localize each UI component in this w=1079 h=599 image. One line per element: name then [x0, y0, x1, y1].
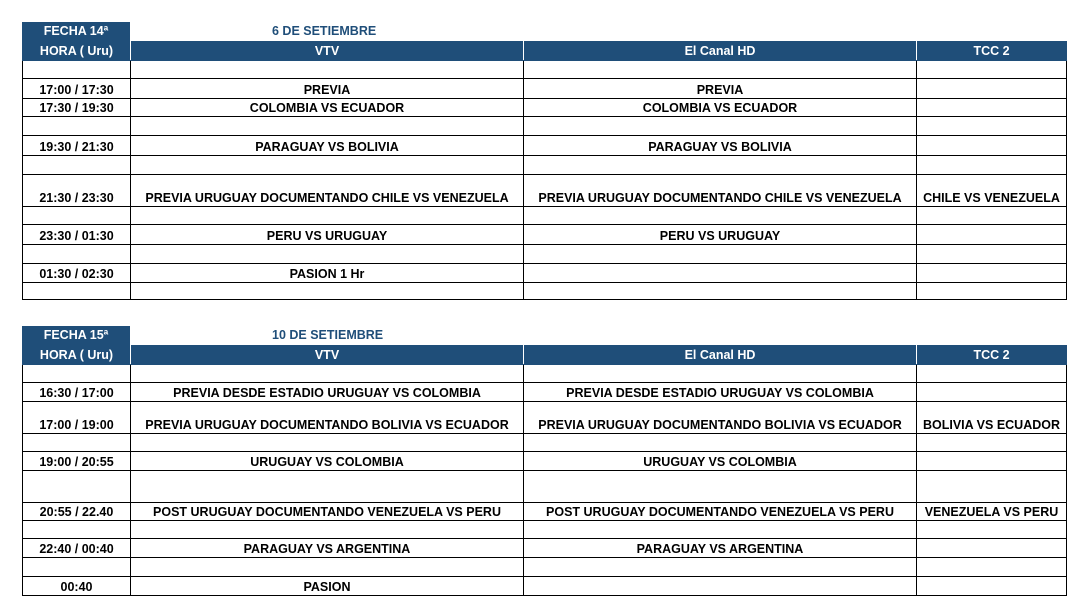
- header-vtv: VTV: [131, 346, 524, 365]
- tcc2-cell: [917, 577, 1067, 596]
- vtv-cell: [131, 283, 524, 300]
- tcc2-cell: [917, 283, 1067, 300]
- schedule-row: [23, 402, 1067, 434]
- tcc2-cell: [917, 156, 1067, 175]
- time-cell: 00:40: [23, 577, 131, 596]
- el-canal-hd-cell: [524, 61, 917, 79]
- el-canal-hd-cell: PARAGUAY VS BOLIVIA: [524, 136, 917, 156]
- schedule-row: [23, 558, 1067, 577]
- time-cell: 17:00 / 19:00: [23, 402, 131, 434]
- schedule-row: [23, 283, 1067, 300]
- el-canal-hd-cell: PREVIA DESDE ESTADIO URUGUAY VS COLOMBIA: [524, 383, 917, 402]
- el-canal-hd-cell: PREVIA URUGUAY DOCUMENTANDO BOLIVIA VS ECUADOR: [524, 402, 917, 434]
- vtv-cell: [131, 207, 524, 225]
- time-cell: [23, 471, 131, 503]
- time-cell: [23, 558, 131, 577]
- time-cell: 19:30 / 21:30: [23, 136, 131, 156]
- vtv-cell: [131, 61, 524, 79]
- vtv-cell: PREVIA URUGUAY DOCUMENTANDO CHILE VS VENEZUELA: [131, 175, 524, 207]
- schedule-fecha-15: [22, 326, 1066, 596]
- time-cell: 16:30 / 17:00: [23, 383, 131, 402]
- el-canal-hd-cell: [524, 558, 917, 577]
- time-cell: [23, 245, 131, 264]
- el-canal-hd-cell: [524, 207, 917, 225]
- tcc2-cell: [917, 471, 1067, 503]
- time-cell: [23, 156, 131, 175]
- schedule-row: [23, 503, 1067, 521]
- tcc2-cell: [917, 61, 1067, 79]
- time-cell: [23, 521, 131, 539]
- el-canal-hd-cell: [524, 283, 917, 300]
- tcc2-cell: [917, 245, 1067, 264]
- el-canal-hd-cell: [524, 245, 917, 264]
- tcc2-cell: [917, 207, 1067, 225]
- fecha-label: FECHA 15ª: [22, 326, 130, 345]
- vtv-cell: PASION: [131, 577, 524, 596]
- header-vtv: VTV: [131, 42, 524, 61]
- tcc2-cell: CHILE VS VENEZUELA: [917, 175, 1067, 207]
- vtv-cell: [131, 558, 524, 577]
- time-cell: 19:00 / 20:55: [23, 452, 131, 471]
- time-cell: [23, 117, 131, 136]
- vtv-cell: PERU VS URUGUAY: [131, 225, 524, 245]
- time-cell: [23, 365, 131, 383]
- header-hora: HORA ( Uru): [23, 346, 131, 365]
- vtv-cell: PASION 1 Hr: [131, 264, 524, 283]
- vtv-cell: COLOMBIA VS ECUADOR: [131, 99, 524, 117]
- el-canal-hd-cell: [524, 521, 917, 539]
- tcc2-cell: [917, 264, 1067, 283]
- time-cell: 21:30 / 23:30: [23, 175, 131, 207]
- el-canal-hd-cell: PARAGUAY VS ARGENTINA: [524, 539, 917, 558]
- header-row: [23, 346, 1067, 365]
- tcc2-cell: BOLIVIA VS ECUADOR: [917, 402, 1067, 434]
- el-canal-hd-cell: URUGUAY VS COLOMBIA: [524, 452, 917, 471]
- el-canal-hd-cell: COLOMBIA VS ECUADOR: [524, 99, 917, 117]
- schedule-row: [23, 99, 1067, 117]
- schedule-row: [23, 471, 1067, 503]
- tcc2-cell: [917, 383, 1067, 402]
- schedule-row: [23, 156, 1067, 175]
- header-el-canal-hd: El Canal HD: [524, 346, 917, 365]
- header-el-canal-hd: El Canal HD: [524, 42, 917, 61]
- header-tcc2: TCC 2: [917, 346, 1067, 365]
- time-cell: 20:55 / 22.40: [23, 503, 131, 521]
- el-canal-hd-cell: [524, 117, 917, 136]
- header-row: [23, 42, 1067, 61]
- tcc2-cell: [917, 452, 1067, 471]
- fecha-label: FECHA 14ª: [22, 22, 130, 41]
- tcc2-cell: [917, 117, 1067, 136]
- schedule-row: [23, 117, 1067, 136]
- tcc2-cell: [917, 225, 1067, 245]
- time-cell: 17:30 / 19:30: [23, 99, 131, 117]
- vtv-cell: PREVIA URUGUAY DOCUMENTANDO BOLIVIA VS ECUADOR: [131, 402, 524, 434]
- tcc2-cell: [917, 365, 1067, 383]
- vtv-cell: [131, 434, 524, 452]
- schedule-row: [23, 434, 1067, 452]
- schedule-row: [23, 136, 1067, 156]
- schedule-row: [23, 225, 1067, 245]
- time-cell: [23, 61, 131, 79]
- vtv-cell: URUGUAY VS COLOMBIA: [131, 452, 524, 471]
- tcc2-cell: [917, 539, 1067, 558]
- header-hora: HORA ( Uru): [23, 42, 131, 61]
- date-label: 6 DE SETIEMBRE: [272, 24, 377, 38]
- tcc2-cell: [917, 79, 1067, 99]
- tcc2-cell: VENEZUELA VS PERU: [917, 503, 1067, 521]
- el-canal-hd-cell: PERU VS URUGUAY: [524, 225, 917, 245]
- time-cell: [23, 434, 131, 452]
- schedule-table: [22, 41, 1067, 300]
- vtv-cell: [131, 117, 524, 136]
- el-canal-hd-cell: PREVIA: [524, 79, 917, 99]
- tcc2-cell: [917, 521, 1067, 539]
- schedule-row: [23, 365, 1067, 383]
- date-label: 10 DE SETIEMBRE: [272, 328, 384, 342]
- el-canal-hd-cell: [524, 577, 917, 596]
- tcc2-cell: [917, 558, 1067, 577]
- vtv-cell: [131, 156, 524, 175]
- el-canal-hd-cell: [524, 156, 917, 175]
- vtv-cell: PREVIA DESDE ESTADIO URUGUAY VS COLOMBIA: [131, 383, 524, 402]
- vtv-cell: [131, 471, 524, 503]
- vtv-cell: PREVIA: [131, 79, 524, 99]
- tcc2-cell: [917, 434, 1067, 452]
- schedule-row: [23, 452, 1067, 471]
- el-canal-hd-cell: PREVIA URUGUAY DOCUMENTANDO CHILE VS VENEZUELA: [524, 175, 917, 207]
- time-cell: 23:30 / 01:30: [23, 225, 131, 245]
- tcc2-cell: [917, 99, 1067, 117]
- el-canal-hd-cell: [524, 264, 917, 283]
- schedule-row: [23, 207, 1067, 225]
- schedule-row: [23, 61, 1067, 79]
- time-cell: 17:00 / 17:30: [23, 79, 131, 99]
- vtv-cell: [131, 521, 524, 539]
- el-canal-hd-cell: [524, 471, 917, 503]
- schedule-row: [23, 175, 1067, 207]
- schedule-table: [22, 345, 1067, 596]
- header-tcc2: TCC 2: [917, 42, 1067, 61]
- vtv-cell: POST URUGUAY DOCUMENTANDO VENEZUELA VS PERU: [131, 503, 524, 521]
- el-canal-hd-cell: [524, 365, 917, 383]
- time-cell: [23, 207, 131, 225]
- time-cell: 01:30 / 02:30: [23, 264, 131, 283]
- vtv-cell: [131, 245, 524, 264]
- vtv-cell: PARAGUAY VS BOLIVIA: [131, 136, 524, 156]
- schedule-row: [23, 539, 1067, 558]
- el-canal-hd-cell: [524, 434, 917, 452]
- el-canal-hd-cell: POST URUGUAY DOCUMENTANDO VENEZUELA VS PERU: [524, 503, 917, 521]
- vtv-cell: PARAGUAY VS ARGENTINA: [131, 539, 524, 558]
- schedule-row: [23, 245, 1067, 264]
- schedule-fecha-14: [22, 22, 1066, 300]
- vtv-cell: [131, 365, 524, 383]
- tcc2-cell: [917, 136, 1067, 156]
- schedule-row: [23, 79, 1067, 99]
- schedule-row: [23, 264, 1067, 283]
- time-cell: 22:40 / 00:40: [23, 539, 131, 558]
- time-cell: [23, 283, 131, 300]
- schedule-row: [23, 383, 1067, 402]
- schedule-row: [23, 577, 1067, 596]
- schedule-row: [23, 521, 1067, 539]
